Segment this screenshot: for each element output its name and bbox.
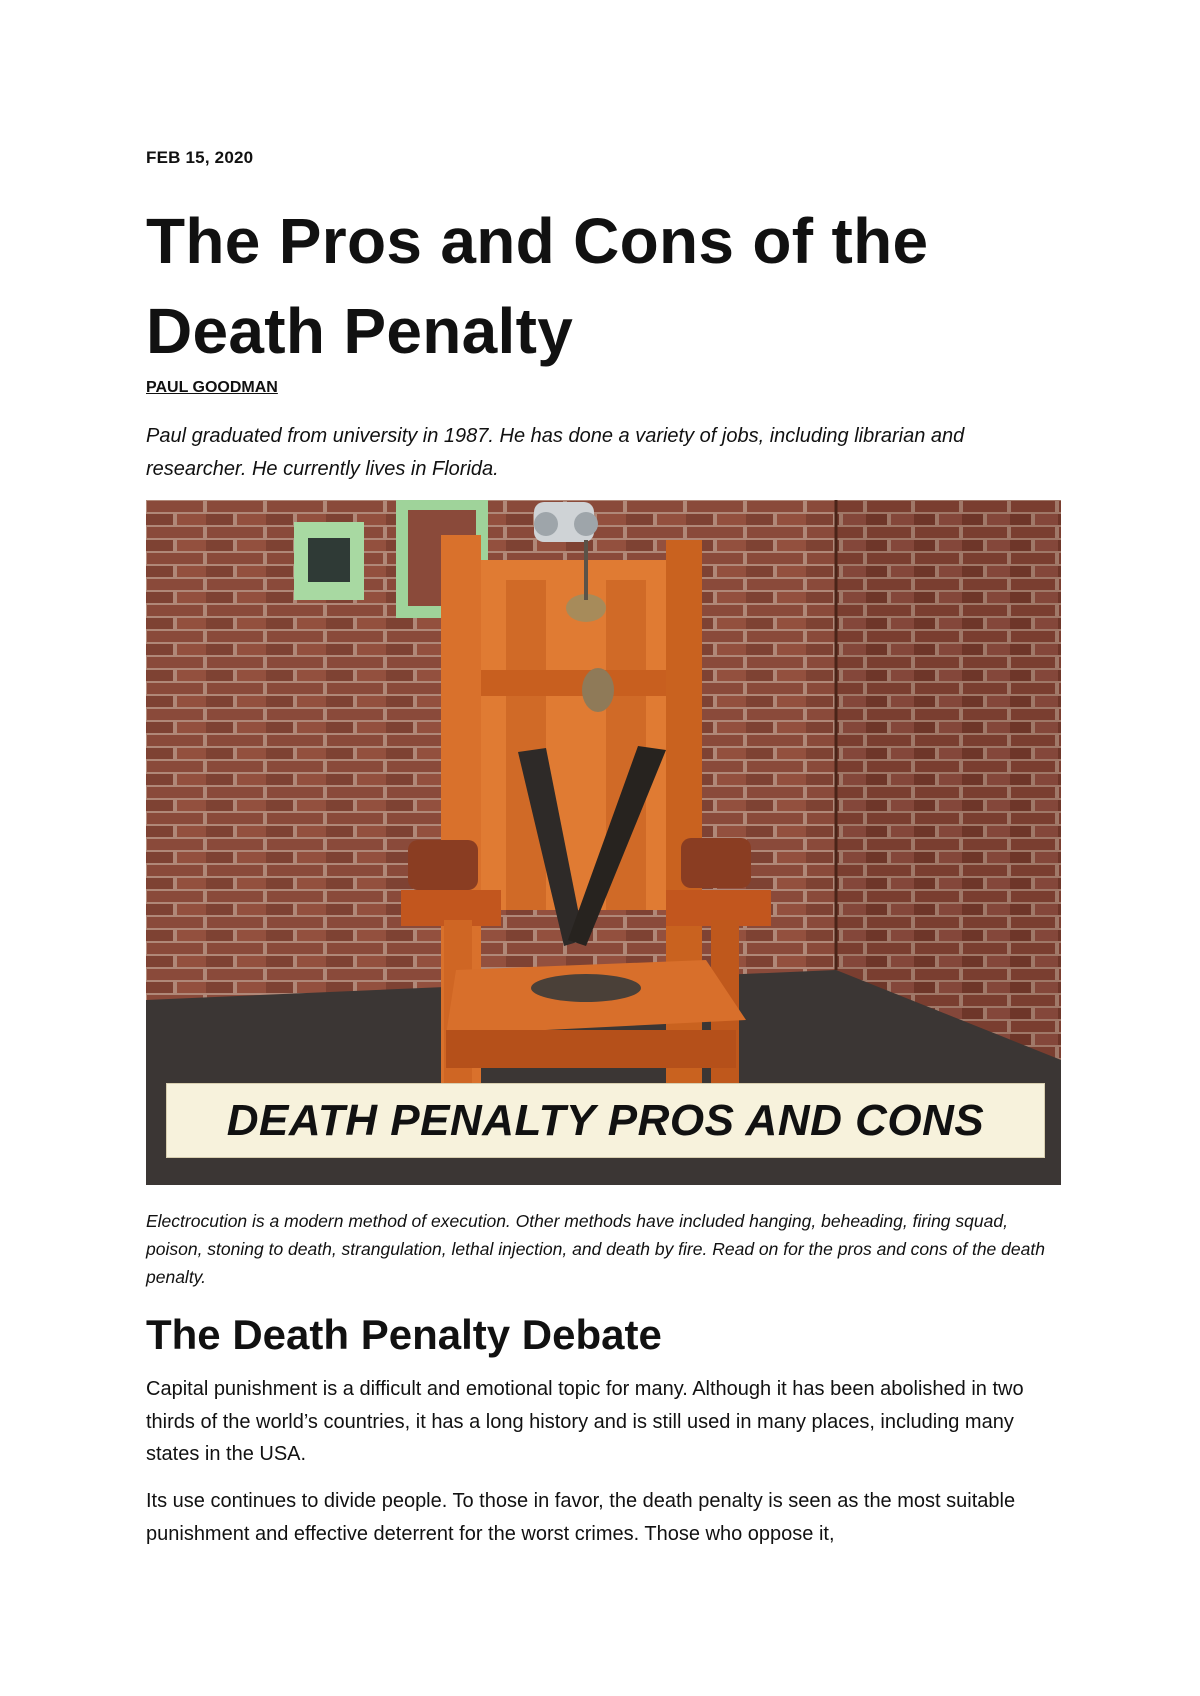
paragraph-2: Its use continues to divide people. To those in favor, the death penalty is seen as the most suitable punishment and effective deterrent for the worst crimes. Those who oppose it, [146, 1490, 1016, 1545]
image-caption: Electrocution is a modern method of execution. Other methods have included hanging, beheading, firing squad, poison, stoning to death, strangulation, lethal injection, and death by fire. Read on for the pros and cons of the death penalty. [146, 1211, 1045, 1287]
paragraph-1: Capital punishment is a difficult and emotional topic for many. Although it has been abolished in two thirds of the world’s countries, it has a long history and is still used in many places, including many states in the USA. [146, 1378, 1024, 1465]
article-title: The Pros and Cons of the Death Penalty [146, 205, 929, 367]
author-bio: Paul graduated from university in 1987. He has done a variety of jobs, including librarian and researcher. He currently lives in Florida. [146, 425, 965, 480]
author-link[interactable]: PAUL GOODMAN [146, 379, 278, 396]
section-heading: The Death Penalty Debate [146, 1311, 662, 1358]
publish-date: FEB 15, 2020 [146, 148, 254, 167]
hero-image [146, 500, 1061, 1185]
hero-banner [166, 1083, 1045, 1158]
hero-banner-text: DEATH PENALTY PROS AND CONS [226, 1095, 985, 1145]
